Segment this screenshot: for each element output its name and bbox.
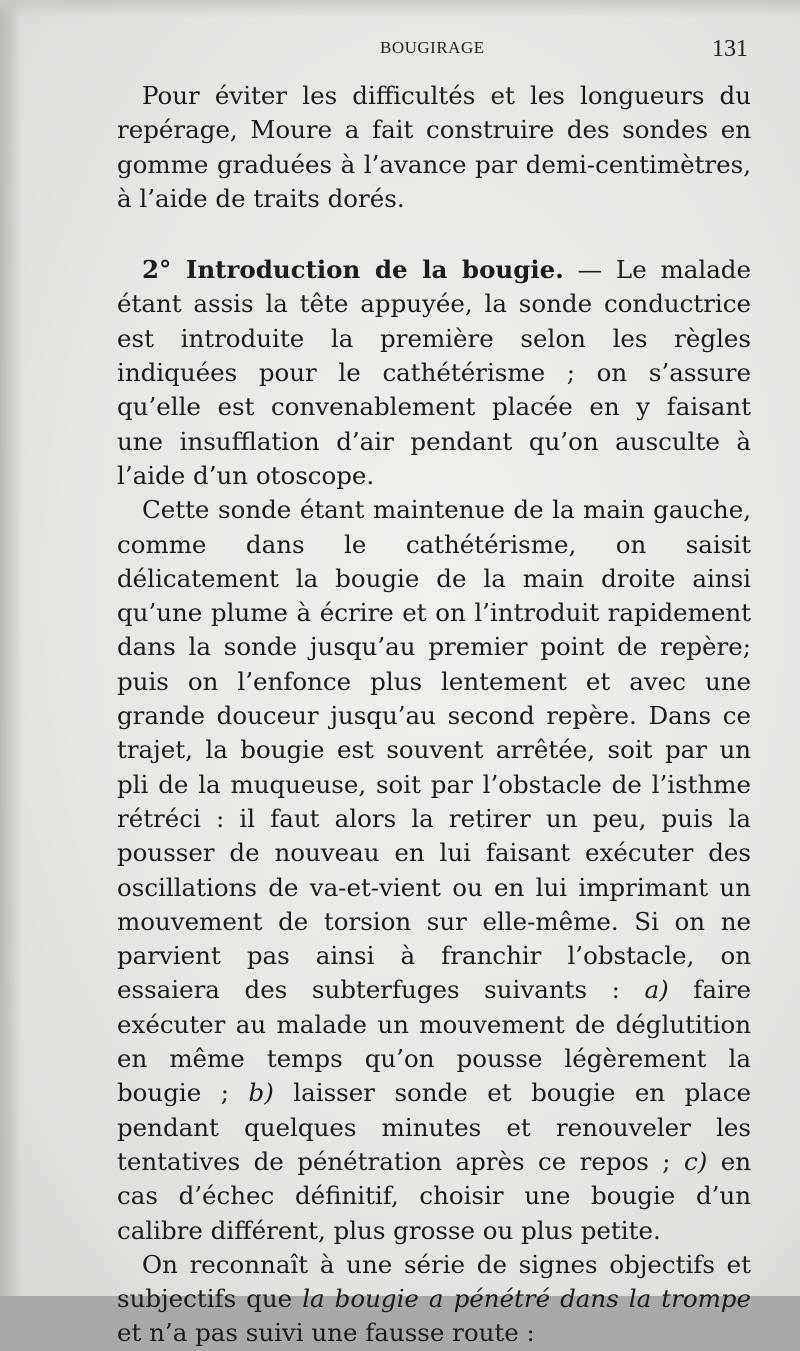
paragraph-procedure-text-2: faire exécuter au malade un mouvement de déglutition en même temps qu’on pousse légèrement la bougie ;: [117, 975, 751, 1108]
running-head: BOUGIRAGE: [380, 38, 485, 57]
paragraph-procedure-text-3: laisser sonde et bougie en place pendant quelques minutes et renouveler les tentatives de pénétration après ce repos ;: [117, 1078, 751, 1176]
paragraph-reperage-text: Pour éviter les difficultés et les longueurs du repérage, Moure a fait construire des sondes en gomme graduées à l’avance par demi-centimètres, à l’aide de traits dorés.: [117, 81, 751, 213]
paragraph-procedure-text-4: en cas d’échec définitif, choisir une bougie d’un calibre différent, plus grosse ou plus petite.: [117, 1146, 751, 1245]
section-heading: 2° Introduction de la bougie.: [142, 255, 564, 285]
page-top-shadow: [0, 0, 800, 18]
list-marker-c: c): [684, 1146, 708, 1176]
list-marker-a: a): [644, 975, 669, 1005]
paragraph-introduction-text: — Le malade étant assis la tête appuyée, la sonde conductrice est introduite la première selon les règles indiquées pour le cathétérisme ; on s’assure qu’elle est convenablement placée en y faisant une insufflation d’air pendant qu’on ausculte à l’aide d’un otoscope.: [117, 255, 751, 490]
paragraph-signs: [117, 1248, 751, 1351]
paragraph-procedure-text-1: Cette sonde étant maintenue de la main gauche, comme dans le cathétérisme, on saisit délicatement la bougie de la main droite ainsi qu’une plume à écrire et on l’introduit rapidement dans la sonde jusqu’au premier point de repère; puis on l’enfonce plus lentement et avec une grande douceur jusqu’au second repère. Dans ce trajet, la bougie est souvent arrêtée, soit par un pli de la muqueuse, soit par l’obstacle de l’isthme rétréci : il faut alors la retirer un peu, puis la pousser de nouveau en lui faisant exécuter des oscillations de va-et-vient ou en lui imprimant un mouvement de torsion sur elle-même. Si on ne parvient pas ainsi à franchir l’obstacle, on essaiera des subterfuges suivants :: [117, 495, 751, 1005]
paragraph-signs-text-2: et n’a pas suivi une fausse route :: [117, 1318, 535, 1348]
page-binding-shadow: [0, 0, 22, 1296]
paragraph-signs-text-1: On reconnaît à une série de signes objectifs et subjectifs que: [117, 1249, 751, 1314]
page-body: [117, 79, 751, 1351]
paragraph-introduction: [117, 253, 751, 493]
list-marker-b: b): [248, 1078, 274, 1108]
emphasized-phrase: la bougie a pénétré dans la trompe: [302, 1284, 751, 1314]
paragraph-procedure: [117, 493, 751, 1248]
page-number: 131: [712, 36, 748, 62]
paragraph-reperage: [117, 79, 751, 216]
